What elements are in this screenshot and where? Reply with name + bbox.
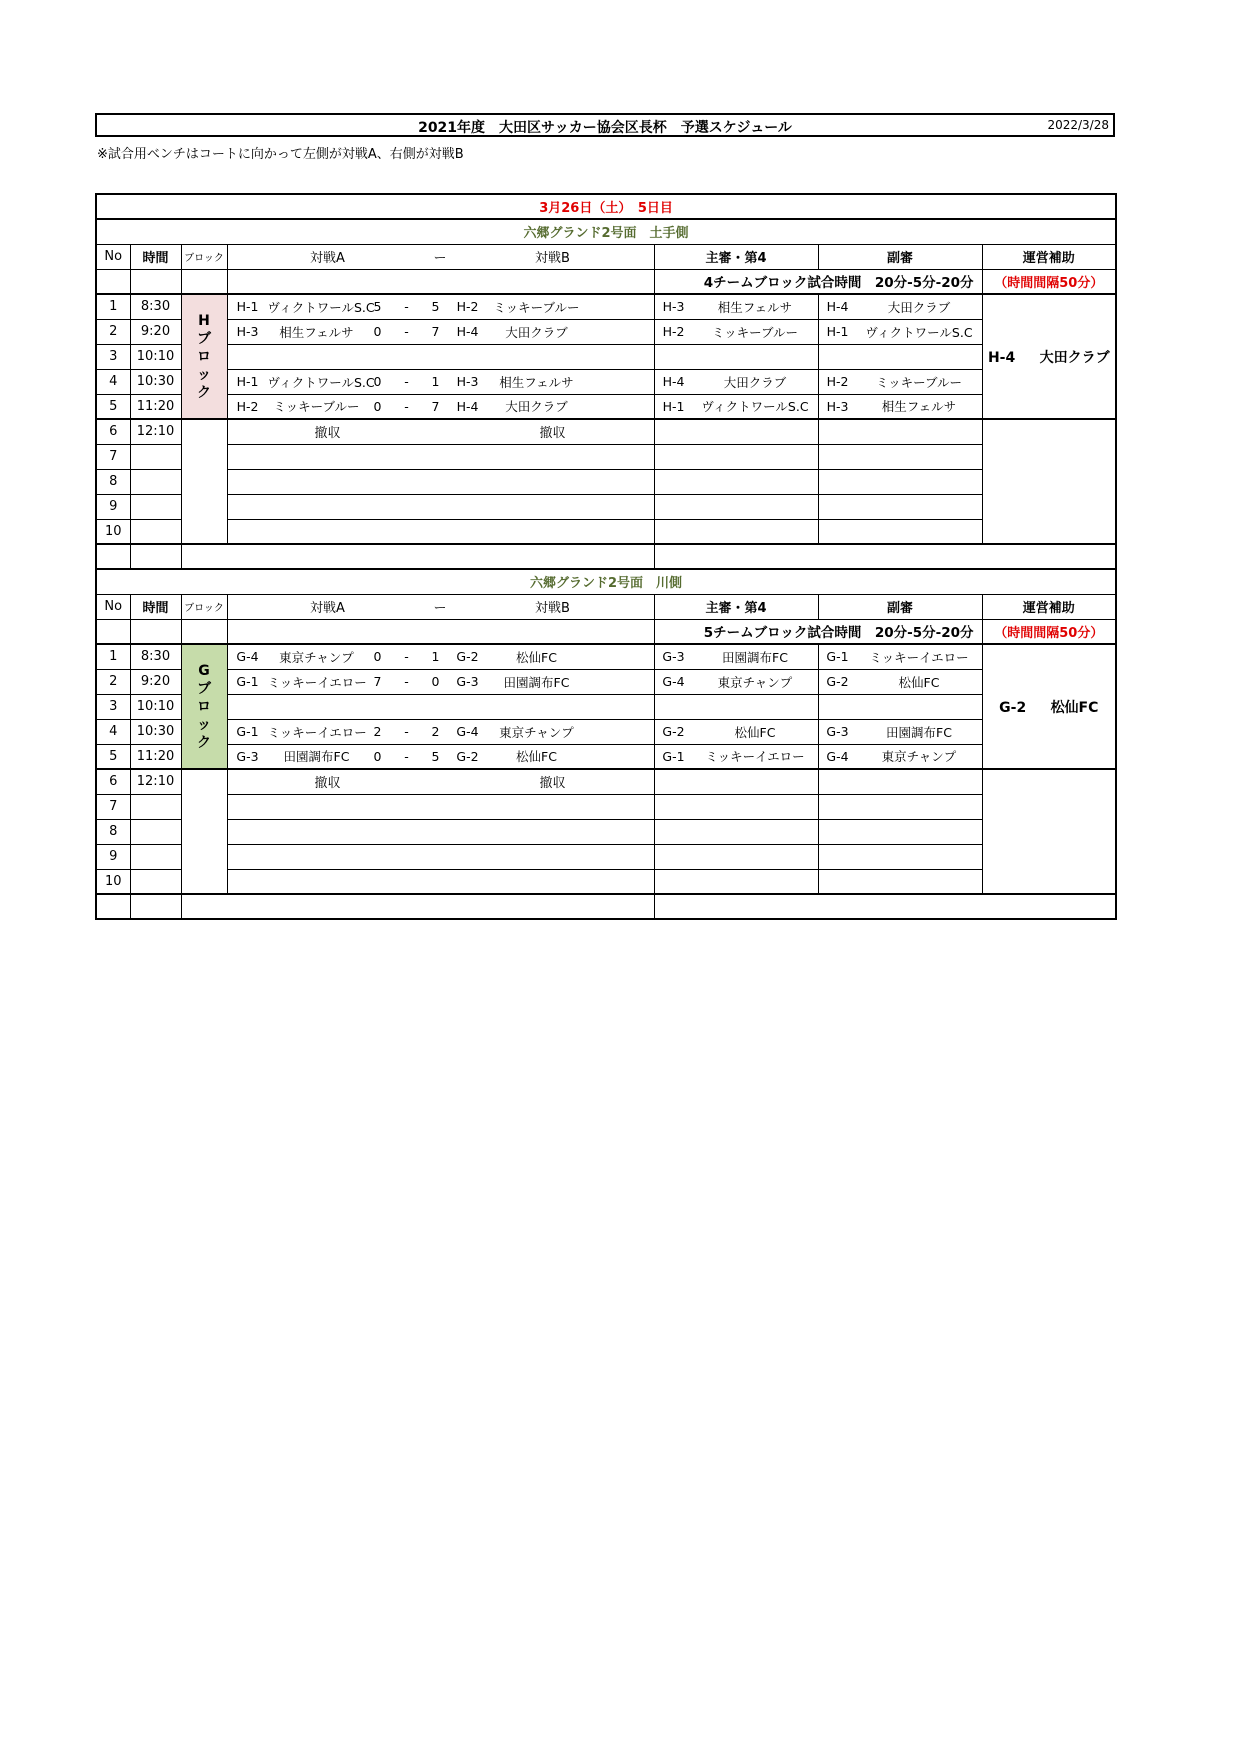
block-char: ブ bbox=[197, 330, 211, 347]
helper-empty bbox=[982, 419, 1116, 544]
referee-code: G‐3 bbox=[662, 649, 685, 665]
team-b-name: 東京チャンプ bbox=[499, 724, 574, 740]
row-time: 10:30 bbox=[130, 369, 181, 394]
row-no: 4 bbox=[96, 369, 130, 394]
referee-team: 相生フェルサ bbox=[717, 299, 793, 315]
table-row bbox=[96, 744, 1116, 769]
row-time bbox=[130, 869, 181, 894]
assistant-code: H‐2 bbox=[826, 374, 849, 389]
team-a-name: ヴィクトワールS.C bbox=[267, 374, 375, 390]
referee-code: G‐1 bbox=[662, 748, 685, 764]
col-a: 対戦A bbox=[310, 601, 345, 616]
team-b-name: ミッキーブルー bbox=[493, 299, 580, 315]
venue-header: 六郷グランド2号面 川側 bbox=[96, 569, 1116, 594]
table-row bbox=[96, 444, 1116, 469]
table-row bbox=[96, 694, 1116, 719]
interval-note: （時間間隔50分） bbox=[982, 619, 1116, 644]
team-b-name: 大田クラブ bbox=[505, 324, 568, 340]
table-row bbox=[96, 344, 1116, 369]
referee bbox=[654, 444, 818, 469]
matchup bbox=[227, 294, 654, 319]
referee-code: H‐3 bbox=[662, 299, 685, 315]
referee bbox=[654, 419, 818, 444]
assistant bbox=[818, 294, 982, 319]
col-referee: 主審・第4 bbox=[654, 594, 818, 619]
matchup bbox=[227, 394, 654, 419]
assistant bbox=[818, 469, 982, 494]
team-a-name: 相生フェルサ bbox=[279, 324, 354, 340]
table-row bbox=[96, 469, 1116, 494]
assistant bbox=[818, 819, 982, 844]
block-char: ブ bbox=[197, 680, 211, 697]
row-time: 10:10 bbox=[130, 344, 181, 369]
withdraw-a: 撤収 bbox=[314, 426, 341, 442]
table-row bbox=[96, 769, 1116, 794]
assistant-team: 松仙FC bbox=[898, 674, 940, 690]
row-time bbox=[130, 519, 181, 544]
team-a-name: ヴィクトワールS.C bbox=[267, 299, 375, 315]
referee-code: G‐4 bbox=[662, 674, 685, 689]
table-row bbox=[96, 294, 1116, 319]
matchup bbox=[227, 769, 654, 794]
referee bbox=[654, 694, 818, 719]
col-time: 時間 bbox=[130, 244, 181, 269]
assistant bbox=[818, 769, 982, 794]
assistant-team: 相生フェルサ bbox=[881, 399, 957, 415]
matchup bbox=[227, 644, 654, 669]
assistant bbox=[818, 744, 982, 769]
row-time: 9:20 bbox=[130, 319, 181, 344]
team-b-name: 松仙FC bbox=[516, 749, 557, 765]
assistant-code: G‐3 bbox=[826, 724, 849, 739]
block-empty bbox=[181, 419, 227, 544]
score-dash: ‐ bbox=[404, 324, 409, 339]
score-a: 2 bbox=[373, 724, 382, 739]
assistant-code: H‐4 bbox=[826, 299, 849, 315]
table-row bbox=[96, 419, 1116, 444]
referee bbox=[654, 644, 818, 669]
col-no: No bbox=[96, 594, 130, 619]
row-time: 11:20 bbox=[130, 394, 181, 419]
score-b: 5 bbox=[431, 748, 440, 764]
block-label bbox=[181, 294, 227, 419]
row-time: 12:10 bbox=[130, 769, 181, 794]
team-a-name: ミッキーブルー bbox=[273, 399, 360, 415]
referee-team: 田園調布FC bbox=[722, 649, 788, 665]
matchup bbox=[227, 344, 654, 369]
bench-note: ※試合用ベンチはコートに向かって左側が対戦A、右側が対戦B bbox=[97, 147, 464, 162]
assistant-team: 東京チャンプ bbox=[881, 749, 957, 765]
team-a-name: ミッキーイエロー bbox=[267, 674, 367, 690]
referee bbox=[654, 344, 818, 369]
block-char: ク bbox=[197, 734, 211, 751]
spacer-row bbox=[96, 894, 1116, 919]
row-no: 1 bbox=[96, 294, 130, 319]
spacer-row bbox=[96, 544, 1116, 569]
table-row bbox=[96, 319, 1116, 344]
assistant-team: ヴィクトワールS.C bbox=[865, 324, 973, 340]
row-time: 10:10 bbox=[130, 694, 181, 719]
score-a: 0 bbox=[373, 374, 382, 389]
table-row bbox=[96, 719, 1116, 744]
referee bbox=[654, 844, 818, 869]
matchup bbox=[227, 669, 654, 694]
row-no: 10 bbox=[96, 519, 130, 544]
block-char: ロ bbox=[197, 348, 211, 365]
table-row bbox=[96, 794, 1116, 819]
row-time bbox=[130, 469, 181, 494]
team-b-name: 田園調布FC bbox=[503, 674, 570, 690]
block-char: ッ bbox=[197, 366, 211, 383]
score-dash: ‐ bbox=[404, 649, 409, 665]
assistant-code: G‐4 bbox=[826, 748, 849, 764]
block-empty bbox=[181, 769, 227, 894]
match-rule: 4チームブロック試合時間 20分‐5分‐20分 bbox=[654, 269, 982, 294]
helper-team bbox=[982, 644, 1116, 769]
team-a-name: ミッキーイエロー bbox=[267, 724, 367, 740]
block-char: ッ bbox=[197, 716, 211, 733]
referee bbox=[654, 394, 818, 419]
score-a: 0 bbox=[373, 748, 382, 764]
referee bbox=[654, 869, 818, 894]
helper-name: 松仙FC bbox=[1050, 699, 1099, 716]
score-a: 0 bbox=[373, 398, 382, 414]
assistant bbox=[818, 869, 982, 894]
withdraw-a: 撤収 bbox=[314, 776, 341, 792]
venue-header: 六郷グランド2号面 土手側 bbox=[96, 219, 1116, 244]
team-b-code: G‐3 bbox=[456, 674, 479, 689]
team-a-code: H‐2 bbox=[236, 398, 259, 414]
referee-code: G‐2 bbox=[662, 724, 685, 739]
score-b: 7 bbox=[431, 398, 440, 414]
score-b: 1 bbox=[431, 374, 440, 389]
row-time bbox=[130, 819, 181, 844]
referee bbox=[654, 319, 818, 344]
matchup bbox=[227, 444, 654, 469]
referee-team: ミッキーブルー bbox=[711, 324, 799, 340]
assistant bbox=[818, 519, 982, 544]
row-time: 11:20 bbox=[130, 744, 181, 769]
team-b-code: H‐2 bbox=[456, 299, 479, 315]
matchup bbox=[227, 744, 654, 769]
referee bbox=[654, 794, 818, 819]
score-b: 5 bbox=[431, 299, 440, 315]
assistant-code: H‐3 bbox=[826, 398, 849, 414]
team-b-code: H‐3 bbox=[456, 374, 479, 389]
row-no: 9 bbox=[96, 494, 130, 519]
assistant bbox=[818, 719, 982, 744]
table-row bbox=[96, 644, 1116, 669]
referee bbox=[654, 719, 818, 744]
matchup bbox=[227, 719, 654, 744]
row-no: 2 bbox=[96, 319, 130, 344]
row-no: 6 bbox=[96, 419, 130, 444]
col-referee: 主審・第4 bbox=[654, 244, 818, 269]
referee bbox=[654, 519, 818, 544]
row-no: 1 bbox=[96, 644, 130, 669]
col-block: ブロック bbox=[181, 594, 227, 619]
match-rule: 5チームブロック試合時間 20分‐5分‐20分 bbox=[654, 619, 982, 644]
table-row bbox=[96, 669, 1116, 694]
team-a-code: H‐1 bbox=[236, 299, 259, 315]
issue-date: 2022/3/28 bbox=[1047, 118, 1109, 132]
team-b-name: 相生フェルサ bbox=[499, 374, 574, 390]
score-b: 7 bbox=[431, 324, 440, 339]
helper-team bbox=[982, 294, 1116, 419]
row-no: 3 bbox=[96, 694, 130, 719]
score-dash: ‐ bbox=[404, 299, 409, 315]
assistant-code: H‐1 bbox=[826, 324, 849, 339]
table-row bbox=[96, 869, 1116, 894]
team-b-code: G‐2 bbox=[456, 748, 479, 764]
team-a-name: 東京チャンプ bbox=[279, 649, 354, 665]
score-dash: ‐ bbox=[404, 398, 409, 414]
col-a: 対戦A bbox=[310, 251, 345, 266]
row-no: 9 bbox=[96, 844, 130, 869]
assistant bbox=[818, 419, 982, 444]
score-a: 0 bbox=[373, 324, 382, 339]
referee-team: 東京チャンプ bbox=[717, 674, 793, 690]
row-time bbox=[130, 794, 181, 819]
team-a-code: H‐3 bbox=[236, 324, 259, 339]
score-a: 0 bbox=[373, 649, 382, 665]
assistant bbox=[818, 844, 982, 869]
team-a-code: G‐3 bbox=[236, 748, 259, 764]
score-dash: ‐ bbox=[404, 748, 409, 764]
team-b-code: G‐4 bbox=[456, 724, 479, 739]
row-time: 8:30 bbox=[130, 644, 181, 669]
col-assistant: 副審 bbox=[818, 594, 982, 619]
assistant-team: ミッキーイエロー bbox=[869, 649, 969, 665]
assistant bbox=[818, 319, 982, 344]
referee-code: H‐2 bbox=[662, 324, 685, 339]
schedule-table bbox=[95, 193, 1117, 920]
referee bbox=[654, 819, 818, 844]
col-b: 対戦B bbox=[535, 601, 570, 616]
matchup bbox=[227, 819, 654, 844]
row-no: 4 bbox=[96, 719, 130, 744]
matchup bbox=[227, 519, 654, 544]
team-a-name: 田園調布FC bbox=[283, 749, 350, 765]
assistant-team: ミッキーブルー bbox=[875, 374, 963, 390]
assistant bbox=[818, 644, 982, 669]
col-matchup bbox=[227, 594, 654, 619]
assistant bbox=[818, 369, 982, 394]
helper-code: G‐2 bbox=[999, 699, 1027, 716]
helper-name: 大田クラブ bbox=[1039, 349, 1110, 366]
col-helper: 運営補助 bbox=[982, 594, 1116, 619]
score-dash: ‐ bbox=[404, 374, 409, 389]
matchup bbox=[227, 494, 654, 519]
withdraw-b: 撤収 bbox=[539, 776, 566, 792]
row-no: 8 bbox=[96, 819, 130, 844]
referee-code: H‐4 bbox=[662, 374, 685, 389]
table-row bbox=[96, 844, 1116, 869]
referee bbox=[654, 294, 818, 319]
table-row bbox=[96, 519, 1116, 544]
row-time: 10:30 bbox=[130, 719, 181, 744]
referee bbox=[654, 769, 818, 794]
col-no: No bbox=[96, 244, 130, 269]
table-row bbox=[96, 369, 1116, 394]
page-title: 2021年度 大田区サッカー協会区長杯 予選スケジュール bbox=[418, 120, 792, 136]
assistant bbox=[818, 444, 982, 469]
table-row bbox=[96, 394, 1116, 419]
assistant-team: 大田クラブ bbox=[887, 299, 951, 315]
matchup bbox=[227, 869, 654, 894]
row-time bbox=[130, 844, 181, 869]
assistant-team: 田園調布FC bbox=[886, 724, 952, 740]
row-no: 5 bbox=[96, 394, 130, 419]
assistant bbox=[818, 794, 982, 819]
team-b-name: 大田クラブ bbox=[505, 399, 568, 415]
col-block: ブロック bbox=[181, 244, 227, 269]
assistant bbox=[818, 494, 982, 519]
helper-code: H‐4 bbox=[987, 349, 1016, 366]
team-a-code: G‐4 bbox=[236, 649, 259, 665]
row-no: 7 bbox=[96, 794, 130, 819]
referee bbox=[654, 494, 818, 519]
matchup bbox=[227, 694, 654, 719]
referee-team: ミッキーイエロー bbox=[705, 749, 805, 765]
team-a-code: H‐1 bbox=[236, 374, 259, 389]
col-assistant: 副審 bbox=[818, 244, 982, 269]
row-time: 8:30 bbox=[130, 294, 181, 319]
col-time: 時間 bbox=[130, 594, 181, 619]
col-b: 対戦B bbox=[535, 251, 570, 266]
assistant bbox=[818, 344, 982, 369]
matchup bbox=[227, 469, 654, 494]
interval-note: （時間間隔50分） bbox=[982, 269, 1116, 294]
matchup bbox=[227, 369, 654, 394]
matchup bbox=[227, 419, 654, 444]
block-char: ク bbox=[197, 384, 211, 401]
score-a: 5 bbox=[373, 299, 382, 315]
assistant bbox=[818, 694, 982, 719]
matchup bbox=[227, 794, 654, 819]
matchup bbox=[227, 844, 654, 869]
row-time bbox=[130, 444, 181, 469]
row-time bbox=[130, 494, 181, 519]
col-dash: ー bbox=[433, 251, 447, 266]
row-time: 9:20 bbox=[130, 669, 181, 694]
team-b-code: G‐2 bbox=[456, 649, 479, 665]
col-dash: ー bbox=[433, 601, 447, 616]
referee-team: ヴィクトワールS.C bbox=[701, 399, 809, 415]
assistant-code: G‐1 bbox=[826, 649, 849, 665]
assistant bbox=[818, 394, 982, 419]
team-a-code: G‐1 bbox=[236, 724, 259, 739]
row-no: 7 bbox=[96, 444, 130, 469]
block-char: H bbox=[198, 312, 210, 329]
score-dash: ‐ bbox=[404, 674, 409, 689]
col-helper: 運営補助 bbox=[982, 244, 1116, 269]
col-matchup bbox=[227, 244, 654, 269]
team-b-code: H‐4 bbox=[456, 398, 479, 414]
row-no: 6 bbox=[96, 769, 130, 794]
score-b: 0 bbox=[431, 674, 440, 689]
score-b: 2 bbox=[431, 724, 440, 739]
score-b: 1 bbox=[431, 649, 440, 665]
day-header: 3月26日（土） 5日目 bbox=[96, 194, 1116, 219]
table-row bbox=[96, 494, 1116, 519]
matchup bbox=[227, 319, 654, 344]
referee bbox=[654, 744, 818, 769]
block-label bbox=[181, 644, 227, 769]
team-b-code: H‐4 bbox=[456, 324, 479, 339]
row-no: 10 bbox=[96, 869, 130, 894]
assistant bbox=[818, 669, 982, 694]
row-no: 3 bbox=[96, 344, 130, 369]
title-bar bbox=[95, 113, 1115, 137]
team-a-code: G‐1 bbox=[236, 674, 259, 689]
helper-empty bbox=[982, 769, 1116, 894]
referee bbox=[654, 469, 818, 494]
referee bbox=[654, 369, 818, 394]
assistant-code: G‐2 bbox=[826, 674, 849, 689]
withdraw-b: 撤収 bbox=[539, 426, 566, 442]
row-no: 5 bbox=[96, 744, 130, 769]
block-char: ロ bbox=[197, 698, 211, 715]
referee bbox=[654, 669, 818, 694]
score-a: 7 bbox=[373, 674, 382, 689]
table-row bbox=[96, 819, 1116, 844]
referee-code: H‐1 bbox=[662, 398, 685, 414]
row-no: 8 bbox=[96, 469, 130, 494]
referee-team: 大田クラブ bbox=[723, 374, 787, 390]
score-dash: ‐ bbox=[404, 724, 409, 739]
team-b-name: 松仙FC bbox=[516, 649, 557, 665]
block-char: G bbox=[198, 662, 210, 679]
referee-team: 松仙FC bbox=[734, 724, 776, 740]
row-time: 12:10 bbox=[130, 419, 181, 444]
row-no: 2 bbox=[96, 669, 130, 694]
